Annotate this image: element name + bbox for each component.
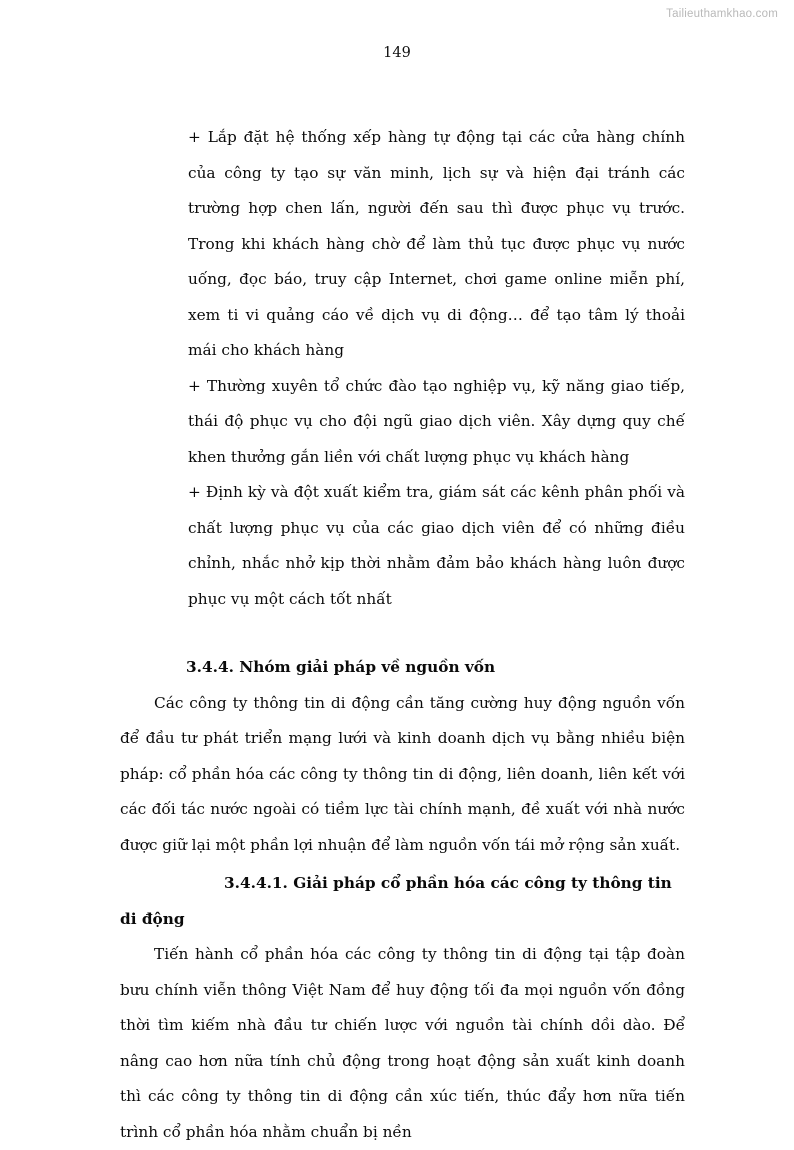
paragraph-bullet-2: + Thường xuyên tổ chức đào tạo nghiệp vụ, kỹ năng giao tiếp, thái độ phục vụ cho đội ngũ giao dịch viên. Xây dựng quy chế khen thưởng gắn liền với chất lượng phục vụ khách hàng <box>188 376 685 466</box>
heading-3-4-4: 3.4.4. Nhóm giải pháp về nguồn vốn <box>186 658 496 676</box>
page-content <box>120 120 685 1150</box>
paragraph-3-4-4-1: Tiến hành cổ phần hóa các công ty thông tin di động tại tập đoàn bưu chính viễn thông Việt Nam để huy động tối đa mọi nguồn vốn đồng thời tìm kiếm nhà đầu tư chiến lược với nguồn tài chính dồi dào. Để nâng cao hơn nữa tính chủ động trong hoạt động sản xuất kinh doanh thì các công ty thông tin di động cần xúc tiến, thúc đẩy hơn nữa tiến trình cổ phần hóa nhằm chuẩn bị nền <box>120 945 685 1141</box>
paragraph-3-4-4: Các công ty thông tin di động cần tăng cường huy động nguồn vốn để đầu tư phát triển mạng lưới và kinh doanh dịch vụ bằng nhiều biện pháp: cổ phần hóa các công ty thông tin di động, liên doanh, liên kết với các đối tác nước ngoài có tiềm lực tài chính mạnh, đề xuất với nhà nước được giữ lại một phần lợi nhuận để làm nguồn vốn tái mở rộng sản xuất. <box>120 693 685 854</box>
section-spacer <box>120 617 685 650</box>
paragraph-bullet-3: + Định kỳ và đột xuất kiểm tra, giám sát các kênh phân phối và chất lượng phục vụ của các giao dịch viên để có những điều chỉnh, nhắc nhở kịp thời nhằm đảm bảo khách hàng luôn được phục vụ một cách tốt nhất <box>188 483 685 608</box>
page-number: 149 <box>383 45 411 61</box>
paragraph-bullet-1: + Lắp đặt hệ thống xếp hàng tự động tại các cửa hàng chính của công ty tạo sự văn minh, lịch sự và hiện đại tránh các trường hợp chen lấn, người đến sau thì được phục vụ trước. Trong khi khách hàng chờ để làm thủ tục được phục vụ nước uống, đọc báo, truy cập Internet, chơi game online miễn phí, xem ti vi quảng cáo về dịch vụ di động… để tạo tâm lý thoải mái cho khách hàng <box>188 128 685 359</box>
bulleted-paragraph-group <box>188 120 685 617</box>
watermark-text: Tailieuthamkhao.com <box>666 8 778 20</box>
heading-3-4-4-1: 3.4.4.1. Giải pháp cổ phần hóa các công ty thông tin di động <box>120 874 672 928</box>
